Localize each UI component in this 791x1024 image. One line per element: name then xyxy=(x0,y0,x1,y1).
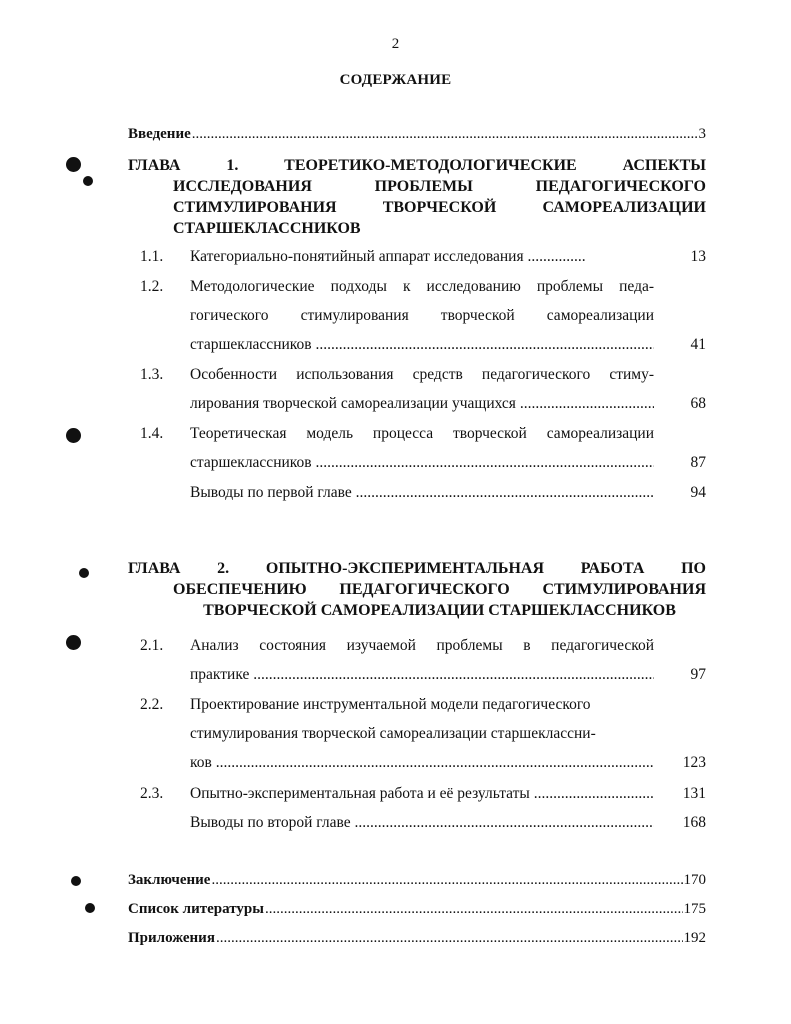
item-text: старшеклассников xyxy=(190,336,312,353)
item-text: Категориально-понятийный аппарат исследования ............... xyxy=(190,248,586,265)
item-page: 13 xyxy=(690,248,706,265)
item-page: 68 xyxy=(690,395,706,412)
item-text: лирования творческой самореализации учащихся xyxy=(190,395,516,412)
punch-hole-mark xyxy=(66,428,81,443)
chapter-1-heading[interactable] xyxy=(128,155,706,239)
item-text: Теоретическая модель процесса творческой самореализации xyxy=(190,425,654,442)
item-text: гогического стимулирования творческой самореализации xyxy=(190,307,654,324)
item-text: Опытно-экспериментальная работа и её результаты xyxy=(190,785,530,802)
item-number: 1.4. xyxy=(140,425,164,442)
item-page: 123 xyxy=(682,754,706,771)
chapter-1-line: ГЛАВА 1. ТЕОРЕТИКО-МЕТОДОЛОГИЧЕСКИЕ АСПЕКТЫ xyxy=(128,157,706,174)
item-number: 1.3. xyxy=(140,366,164,383)
toc-references[interactable] xyxy=(128,901,706,918)
leader-dots xyxy=(211,872,682,889)
item-text: старшеклассников xyxy=(190,454,312,471)
leader-dots xyxy=(516,395,654,412)
leader-dots xyxy=(212,754,654,771)
leader-dots xyxy=(265,901,683,918)
item-page: 87 xyxy=(690,454,706,471)
punch-hole-mark xyxy=(71,876,81,886)
item-text: Проектирование инструментальной модели педагогического xyxy=(190,696,591,713)
punch-hole-mark xyxy=(83,176,93,186)
leader-dots xyxy=(352,484,654,501)
punch-hole-mark xyxy=(66,157,81,172)
page-number: 2 xyxy=(391,36,400,52)
item-text: Выводы по второй главе xyxy=(190,814,351,831)
leader-dots xyxy=(312,454,654,471)
chapter-2-line: ОБЕСПЕЧЕНИЮ ПЕДАГОГИЧЕСКОГО СТИМУЛИРОВАНИЯ xyxy=(173,581,706,598)
item-text: ков xyxy=(190,754,212,771)
toc-intro-page: 3 xyxy=(698,126,706,142)
toc-intro-label: Введение xyxy=(128,126,191,142)
item-number: 1.1. xyxy=(140,248,164,265)
toc-intro[interactable] xyxy=(128,126,706,143)
punch-hole-mark xyxy=(66,635,81,650)
item-page: 168 xyxy=(682,814,706,831)
toc-conclusion-label: Заключение xyxy=(128,872,211,888)
item-text: Особенности использования средств педагогического стиму- xyxy=(190,366,654,383)
leader-dots xyxy=(249,666,654,683)
item-text: стимулирования творческой самореализации старшеклассни- xyxy=(190,725,596,742)
leader-dots xyxy=(216,930,683,947)
toc-references-page: 175 xyxy=(683,901,706,917)
chapter-2-line: ТВОРЧЕСКОЙ САМОРЕАЛИЗАЦИИ СТАРШЕКЛАССНИКОВ xyxy=(203,602,676,619)
chapter-1-line: ИССЛЕДОВАНИЯ ПРОБЛЕМЫ ПЕДАГОГИЧЕСКОГО xyxy=(173,178,706,195)
leader-dots xyxy=(192,126,698,143)
item-page: 94 xyxy=(690,484,706,501)
leader-dots xyxy=(312,336,654,353)
item-page: 131 xyxy=(682,785,706,802)
toc-conclusion-page: 170 xyxy=(683,872,706,888)
leader-dots xyxy=(530,785,654,802)
toc-appendix-label: Приложения xyxy=(128,930,215,946)
item-page: 97 xyxy=(690,666,706,683)
item-text: Анализ состояния изучаемой проблемы в педагогической xyxy=(190,637,654,654)
chapter-2-heading[interactable] xyxy=(128,558,706,621)
leader-dots xyxy=(351,814,654,831)
item-page: 41 xyxy=(690,336,706,353)
toc-conclusion[interactable] xyxy=(128,872,706,889)
chapter-1-line: СТИМУЛИРОВАНИЯ ТВОРЧЕСКОЙ САМОРЕАЛИЗАЦИИ xyxy=(173,199,706,216)
punch-hole-mark xyxy=(79,568,89,578)
punch-hole-mark xyxy=(85,903,95,913)
item-text: Методологические подходы к исследованию проблемы педа- xyxy=(190,278,654,295)
page-title: СОДЕРЖАНИЕ xyxy=(339,72,452,88)
item-number: 1.2. xyxy=(140,278,164,295)
chapter-1-line: СТАРШЕКЛАССНИКОВ xyxy=(173,220,361,237)
item-number: 2.1. xyxy=(140,637,164,654)
toc-references-label: Список литературы xyxy=(128,901,264,917)
toc-appendix-page: 192 xyxy=(683,930,706,946)
item-text: Выводы по первой главе xyxy=(190,484,352,501)
chapter-2-line: ГЛАВА 2. ОПЫТНО-ЭКСПЕРИМЕНТАЛЬНАЯ РАБОТА ПО xyxy=(128,560,706,577)
item-number: 2.3. xyxy=(140,785,164,802)
item-number: 2.2. xyxy=(140,696,164,713)
item-text: практике xyxy=(190,666,250,683)
toc-appendix[interactable] xyxy=(128,930,706,947)
